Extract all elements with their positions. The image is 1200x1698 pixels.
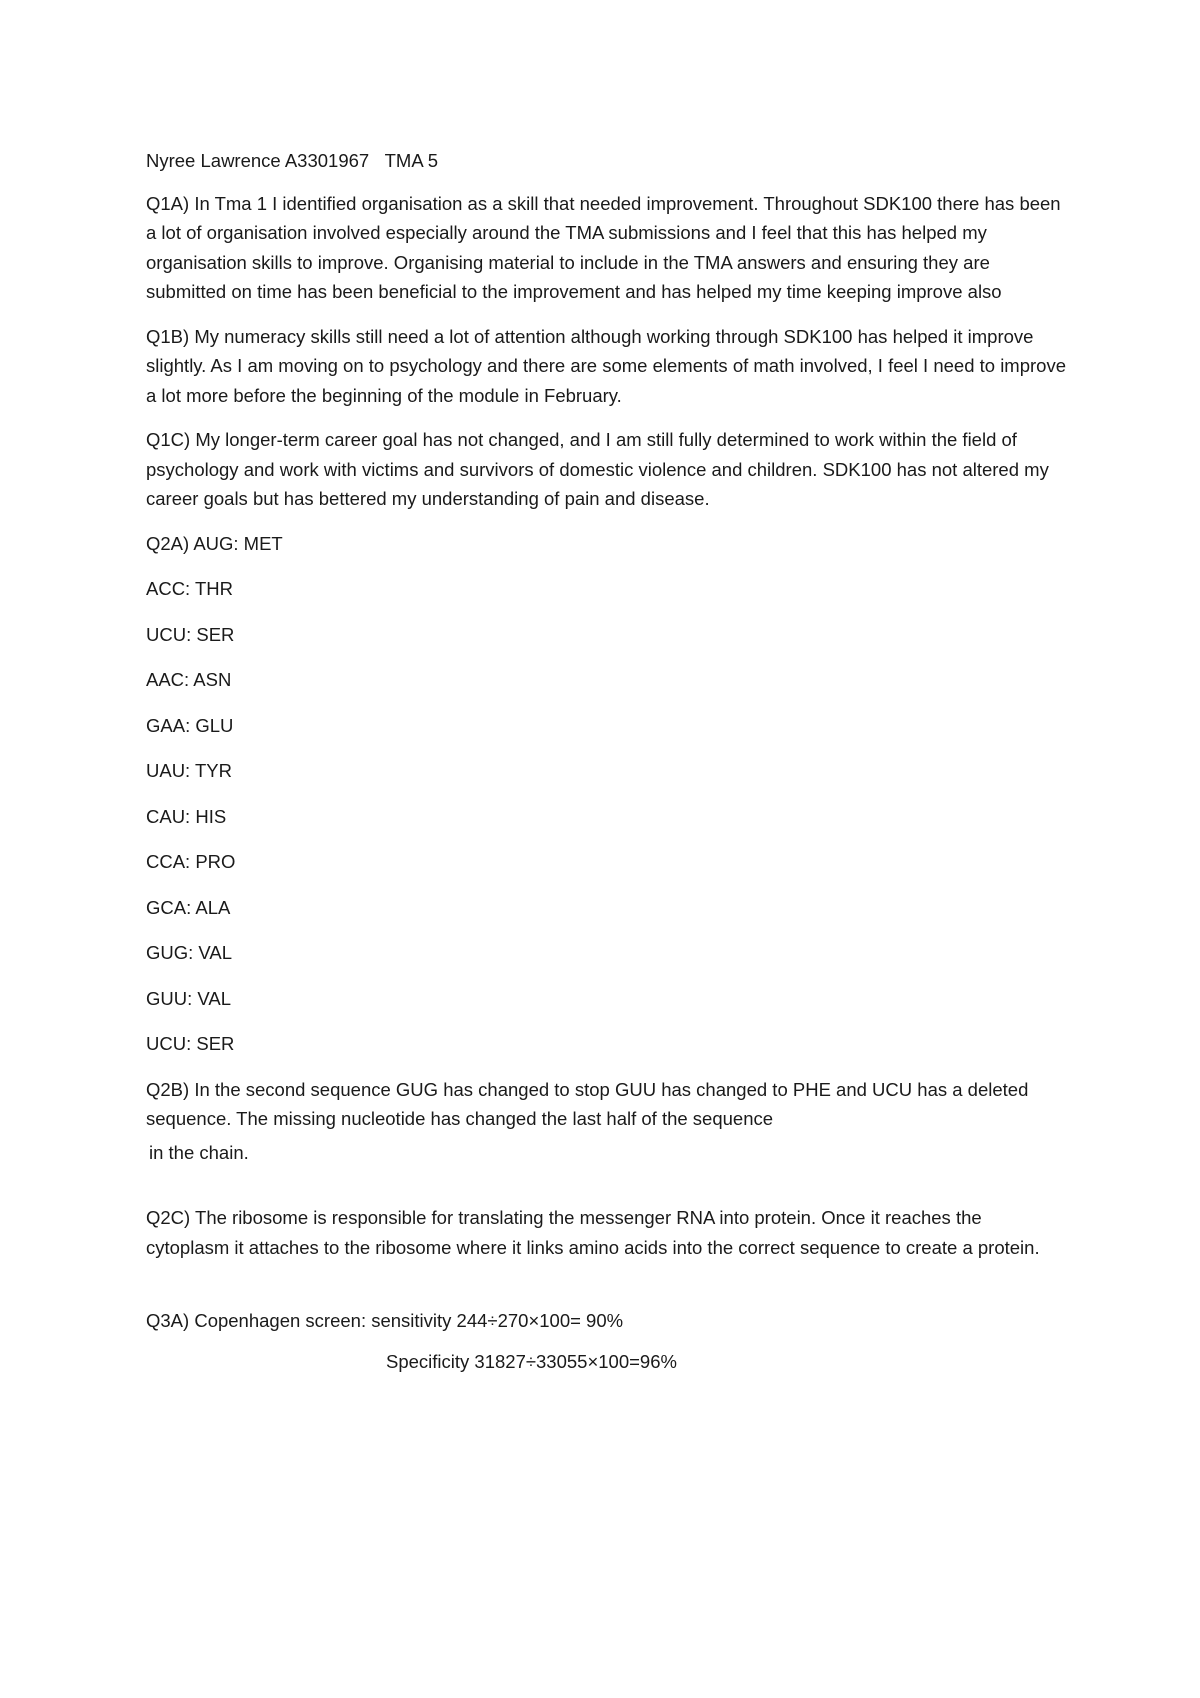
answer-q3a [146, 1306, 1066, 1376]
codon-line [146, 529, 1066, 559]
codon-entry: AUG: MET [193, 532, 283, 554]
codon-line: GUG: VAL [146, 942, 233, 963]
codon-line: AAC: ASN [146, 669, 232, 690]
author-and-id: Nyree Lawrence A3301967 [146, 150, 370, 171]
question-label: Q2A) [146, 532, 190, 554]
codon-line: CAU: HIS [146, 805, 227, 827]
codon-line: GAA: GLU [146, 714, 234, 736]
question-label: Q2B) [146, 1078, 190, 1100]
document-body [146, 146, 1066, 1376]
answer-q2a [146, 529, 1066, 1059]
answer-q1b [146, 322, 1066, 411]
sensitivity-calculation: Copenhagen screen: sensitivity 244÷270×100= 90% [194, 1310, 624, 1331]
answer-paragraph [146, 1075, 1066, 1134]
codon-line: GCA: ALA [146, 896, 231, 918]
spacer [146, 1277, 1066, 1306]
codon-line: UCU: SER [146, 1033, 235, 1054]
answer-text: The ribosome is responsible for translating the messenger RNA into protein. Once it reaches the cytoplasm it attaches to the ribosome where it links amino acids into the correct sequence to create a protein. [146, 1207, 1040, 1258]
question-label: Q2C) [146, 1207, 191, 1228]
tma-number: TMA 5 [384, 150, 439, 171]
answer-text: In the second sequence GUG has changed to stop GUU has changed to PHE and UCU has a deleted sequence. The missing nucleotide has changed the last half of the sequence [146, 1078, 1029, 1129]
answer-text: My longer-term career goal has not changed, and I am still fully determined to work within the field of psychology and work with victims and survivors of domestic violence and children. SDK100 has not altered my career goals but has bettered my understanding of pain and disease. [146, 429, 1049, 509]
specificity-calculation: Specificity 31827÷33055×100=96% [386, 1350, 677, 1372]
codon-line: ACC: THR [146, 578, 234, 599]
codon-line: GUU: VAL [146, 987, 231, 1009]
sensitivity-line [146, 1306, 1066, 1336]
answer-q2c [146, 1203, 1066, 1262]
answer-q1c [146, 425, 1066, 514]
question-label: Q1A) [146, 192, 190, 214]
answer-text: My numeracy skills still need a lot of attention although working through SDK100 has helped it improve slightly. As I am moving on to psychology and there are some elements of math involved, I feel I need to improve a lot more before the beginning of the module in February. [146, 325, 1066, 406]
answer-q1a [146, 189, 1066, 307]
question-label: Q3A) [146, 1310, 190, 1331]
answer-continuation: in the chain. [149, 1141, 249, 1163]
spacer [146, 1167, 1066, 1203]
answer-text: In Tma 1 I identified organisation as a skill that needed improvement. Throughout SDK100 there has been a lot of organisation involved especially around the TMA submissions and I feel that this has helped my organisation skills to improve. Organising material to include in the TMA answers and ensuring they are submitted on time has been beneficial to the improvement and has helped my time keeping improve also [146, 192, 1061, 302]
codon-line: CCA: PRO [146, 851, 236, 872]
question-label: Q1B) [146, 325, 190, 347]
question-label: Q1C) [146, 429, 191, 450]
codon-line: UAU: TYR [146, 760, 233, 781]
codon-line: UCU: SER [146, 623, 235, 645]
answer-q2b [146, 1075, 1066, 1168]
document-header [146, 146, 1066, 176]
